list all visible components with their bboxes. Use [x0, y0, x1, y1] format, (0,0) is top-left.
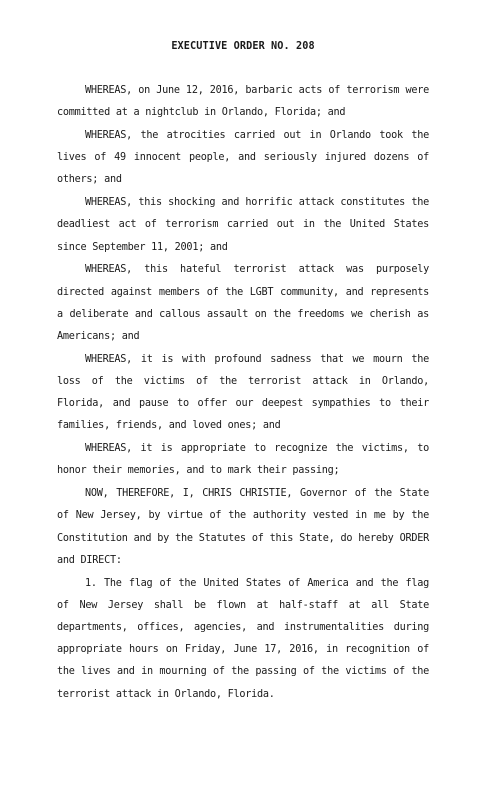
whereas-paragraph-3: WHEREAS, this shocking and horrific attack constitutes the deadliest act of terrorism carried out in the United States since September 11, 2001; and: [57, 197, 429, 253]
document-body: [57, 80, 429, 706]
whereas-paragraph-6: WHEREAS, it is appropriate to recognize the victims, to honor their memories, and to mark their passing;: [57, 443, 429, 477]
whereas-paragraph-1: WHEREAS, on June 12, 2016, barbaric acts of terrorism were committed at a nightclub in Orlando, Florida; and: [57, 85, 429, 119]
whereas-paragraph-5: WHEREAS, it is with profound sadness that we mourn the loss of the victims of the terrorist attack in Orlando, Florida, and pause to offer our deepest sympathies to their families, friends, and loved ones; and: [57, 353, 429, 432]
document-title: EXECUTIVE ORDER NO. 208: [171, 41, 315, 52]
whereas-paragraph-2: WHEREAS, the atrocities carried out in Orlando took the lives of 49 innocent people, and seriously injured dozens of others; and: [57, 130, 429, 186]
order-paragraph: NOW, THEREFORE, I, CHRIS CHRISTIE, Governor of the State of New Jersey, by virtue of the authority vested in me by the Constitution and by the Statutes of this State, do hereby ORDER and DIRECT:: [57, 488, 429, 566]
whereas-paragraph-4: WHEREAS, this hateful terrorist attack was purposely directed against members of the LGBT community, and represents a deliberate and callous assault on the freedoms we cherish as Americans; and: [57, 264, 429, 343]
directive-item-1: 1. The flag of the United States of America and the flag of New Jersey shall be flown at half-staff at all State departments, offices, agencies, and instrumentalities during appropriate hours on Friday, June 17, 2016, in recognition of the lives and in mourning of the passing of the victims of the terrorist attack in Orlando, Florida.: [57, 577, 429, 700]
